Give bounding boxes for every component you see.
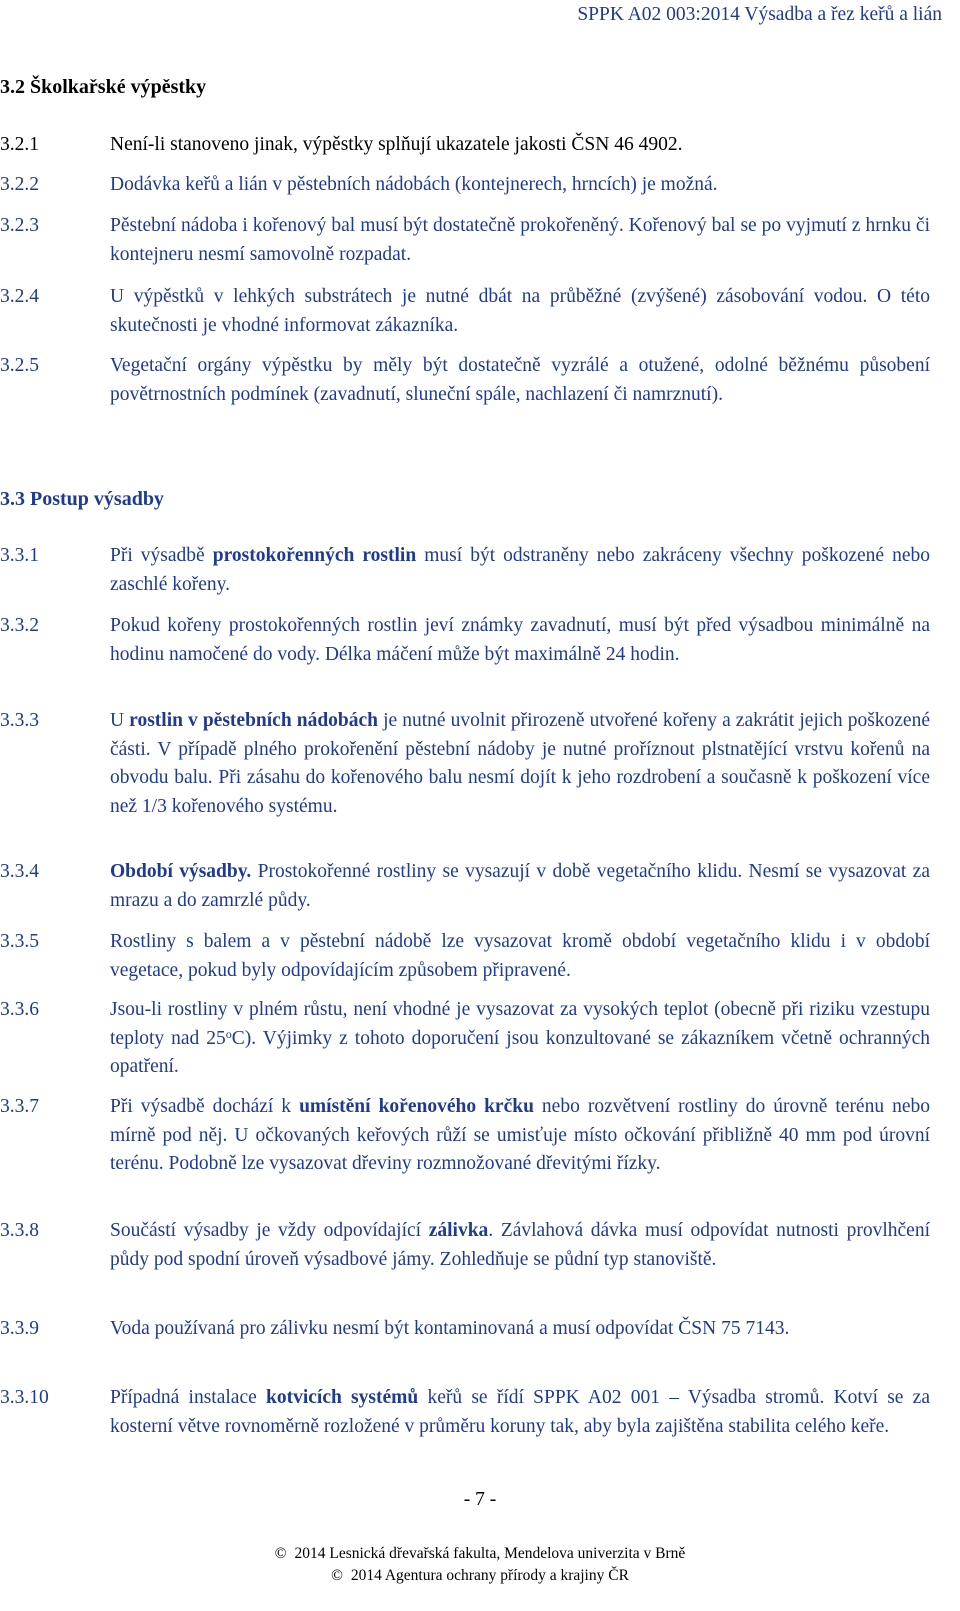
clause-text: Případná instalace kotvicích systémů keřů se řídí SPPK A02 001 – Výsadba stromů. Kotví se za kosterní větve rovnoměrně rozložené v průměru koruny tak, aby byla zajištěna stabilita celého keře.	[110, 1387, 930, 1437]
clause-3-3-2	[0, 612, 930, 669]
clause-text: Dodávka keřů a lián v pěstebních nádobách (kontejnerech, hrncích) je možná.	[110, 174, 718, 195]
emphasis: kotvicích systémů	[266, 1387, 419, 1408]
clause-3-2-2	[0, 171, 930, 200]
emphasis: Období výsadby.	[110, 861, 252, 882]
clause-number: 3.3.6	[0, 999, 39, 1020]
clause-text: U rostlin v pěstebních nádobách je nutné uvolnit přirozeně utvořené kořeny a zakrátit jejich poškozené části. V případě plného prokořenění pěstební nádoby je nutné proříznout plstnatějící vrstvu kořenů na obvodu balu. Při zásahu do kořenového balu nesmí dojít k jeho rozdrobení a současně k poškození více než 1/3 kořenového systému.	[110, 710, 930, 817]
clause-number: 3.3.1	[0, 545, 39, 566]
page-number: - 7 -	[463, 1489, 497, 1510]
clause-3-3-1	[0, 542, 930, 599]
emphasis: prostokořenných rostlin	[212, 545, 417, 566]
clause-3-2-3	[0, 212, 930, 269]
copyright-symbol: ©	[331, 1567, 343, 1584]
clause-3-3-9	[0, 1315, 930, 1344]
emphasis: zálivka	[428, 1220, 489, 1241]
clause-text: Jsou-li rostliny v plném růstu, není vhodné je vysazovat za vysokých teplot (obecně při riziku vzestupu teploty nad 25$^o$C). Výjimky z tohoto doporučení jsou konzultované se zákazníkem včetně ochranných opatření.	[110, 999, 930, 1077]
clause-number: 3.3.8	[0, 1220, 39, 1241]
clause-number: 3.3.4	[0, 861, 39, 882]
clause-number: 3.2.5	[0, 355, 39, 376]
clause-number: 3.3.9	[0, 1318, 39, 1339]
clause-text: Součástí výsadby je vždy odpovídající zálivka. Závlahová dávka musí odpovídat nutnosti provlhčení půdy pod spodní úroveň výsadbové jámy. Zohledňuje se půdní typ stanoviště.	[110, 1220, 930, 1270]
clause-3-2-1	[0, 131, 930, 160]
clause-3-3-7	[0, 1093, 930, 1179]
clause-number: 3.2.1	[0, 134, 39, 155]
clause-3-3-4	[0, 858, 930, 915]
clause-number: 3.3.3	[0, 710, 39, 731]
clause-text: Vegetační orgány výpěstku by měly být dostatečně vyzrálé a otužené, odolné běžnému působení povětrnostních podmínek (zavadnutí, sluneční spále, nachlazení či namrznutí).	[110, 355, 930, 405]
clause-text: Rostliny s balem a v pěstební nádobě lze vysazovat kromě období vegetačního klidu i v období vegetace, pokud byly odpovídajícím způsobem připravené.	[110, 931, 930, 981]
clause-3-3-5	[0, 928, 930, 985]
running-header: SPPK A02 003:2014 Výsadba a řez keřů a lián	[577, 4, 942, 25]
clause-3-2-4	[0, 283, 930, 340]
emphasis: umístění kořenového krčku	[299, 1096, 534, 1117]
clause-text: Období výsadby. Prostokořenné rostliny se vysazují v době vegetačního klidu. Nesmí se vysazovat za mrazu a do zamrzlé půdy.	[110, 861, 930, 911]
clause-3-2-5	[0, 352, 930, 409]
clause-3-3-3	[0, 707, 930, 821]
section-heading-3-2: 3.2 Školkařské výpěstky	[0, 76, 207, 98]
clause-3-3-6	[0, 996, 930, 1082]
clause-text: U výpěstků v lehkých substrátech je nutné dbát na průběžné (zvýšené) zásobování vodou. O této skutečnosti je vhodné informovat zákazníka.	[110, 286, 930, 336]
emphasis: rostlin v pěstebních nádobách	[129, 710, 379, 731]
section-heading-3-3: 3.3 Postup výsadby	[0, 488, 164, 510]
clause-number: 3.2.4	[0, 286, 39, 307]
clause-text: Při výsadbě prostokořenných rostlin musí být odstraněny nebo zakráceny všechny poškozené nebo zaschlé kořeny.	[110, 545, 930, 595]
clause-text: Pěstební nádoba i kořenový bal musí být dostatečně prokořeněný. Kořenový bal se po vyjmutí z hrnku či kontejneru nesmí samovolně rozpadat.	[110, 215, 930, 265]
footer-line-1: © 2014 Lesnická dřevařská fakulta, Mendelova univerzita v Brně	[274, 1545, 686, 1562]
clause-text: Při výsadbě dochází k umístění kořenového krčku nebo rozvětvení rostliny do úrovně terénu nebo mírně pod něj. U očkovaných keřových růží se umisťuje místo očkování přibližně 40 mm pod úrovní terénu. Podobně lze vysazovat dřeviny rozmnožované dřevitými řízky.	[110, 1096, 930, 1174]
footer-line-2: © 2014 Agentura ochrany přírody a krajiny ČR	[331, 1567, 629, 1584]
clause-number: 3.3.10	[0, 1387, 49, 1408]
degree-superscript: o	[225, 1026, 232, 1041]
clause-text: Pokud kořeny prostokořenných rostlin jeví známky zavadnutí, musí být před výsadbou minimálně na hodinu namočené do vody. Délka máčení může být maximálně 24 hodin.	[110, 615, 930, 665]
clause-3-3-10	[0, 1384, 930, 1441]
clause-number: 3.3.2	[0, 615, 39, 636]
clause-number: 3.3.5	[0, 931, 39, 952]
copyright-symbol: ©	[274, 1545, 287, 1562]
clause-text: Není-li stanoveno jinak, výpěstky splňují ukazatele jakosti ČSN 46 4902.	[110, 134, 683, 155]
clause-number: 3.2.2	[0, 174, 39, 195]
clause-number: 3.3.7	[0, 1096, 39, 1117]
clause-number: 3.2.3	[0, 215, 39, 236]
clause-3-3-8	[0, 1217, 930, 1274]
clause-text: Voda používaná pro zálivku nesmí být kontaminovaná a musí odpovídat ČSN 75 7143.	[110, 1318, 790, 1339]
